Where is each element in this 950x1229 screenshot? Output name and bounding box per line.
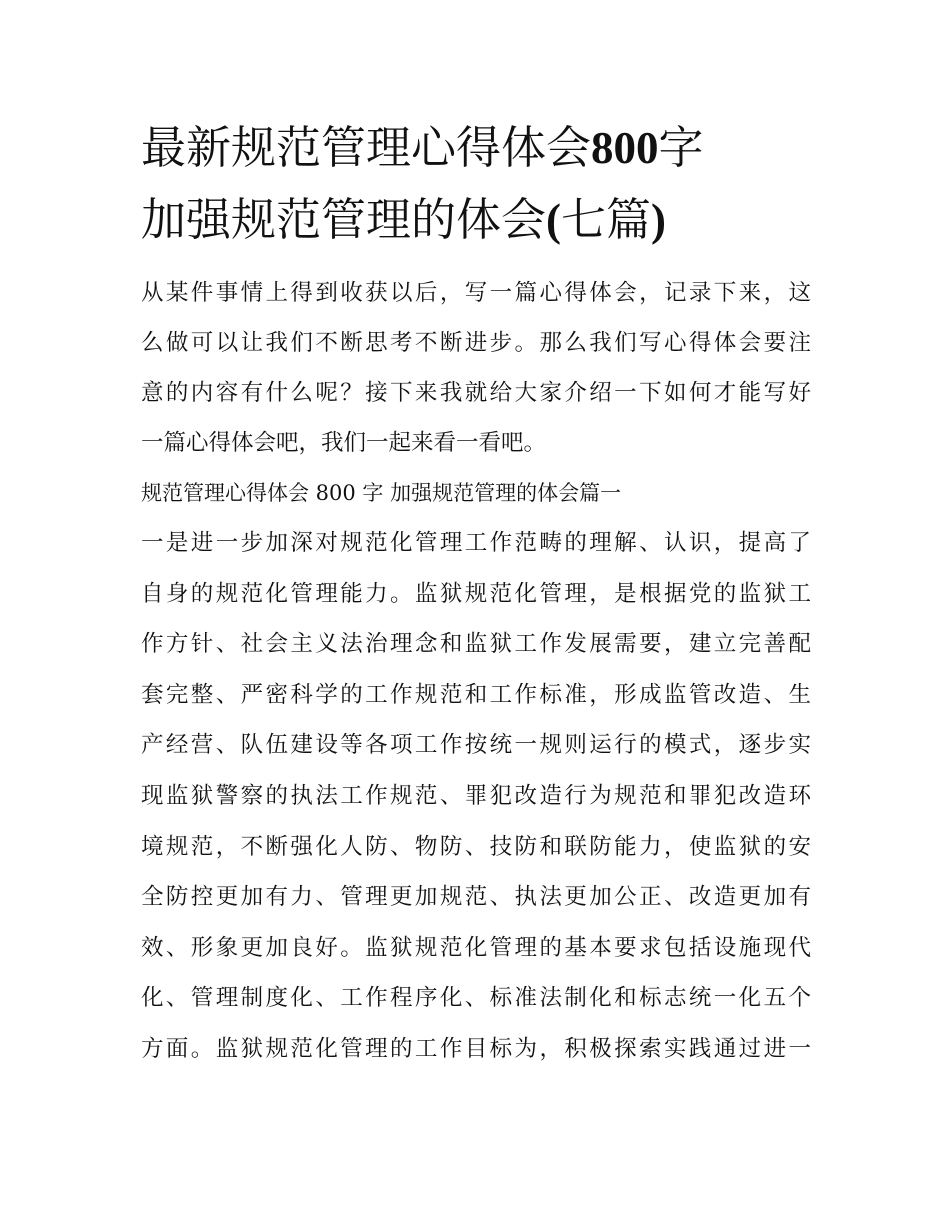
title-line-2 [141, 184, 811, 256]
title-line-1-number: 800 [591, 123, 659, 173]
title-line-2-close-paren: ) [651, 195, 667, 245]
body-line: 一是进一步加深对规范化管理工作范畴的理解、认识，提高了 [141, 530, 811, 556]
body-line: 方面。监狱规范化管理的工作目标为，积极探索实践通过进一 [141, 1035, 811, 1062]
document-title [141, 112, 811, 256]
body-line: 产经营、队伍建设等各项工作按统一规则运行的模式，逐步实 [141, 732, 811, 759]
title-line-2-count: 七篇 [561, 193, 652, 246]
body-line: 效、形象更加良好。监狱规范化管理的基本要求包括设施现代 [141, 934, 811, 961]
body-line: 作方针、社会主义法治理念和监狱工作发展需要，建立完善配 [141, 631, 811, 658]
section-heading: 规范管理心得体会 800 字 加强规范管理的体会篇一 [141, 481, 622, 505]
intro-line: 么做可以让我们不断思考不断进步。那么我们写心得体会要注 [141, 330, 811, 356]
document-content [141, 112, 811, 1075]
body-line: 全防控更加有力、管理更加规范、执法更加公正、改造更加有 [141, 884, 811, 911]
body-line: 套完整、严密科学的工作规范和工作标准，形成监管改造、生 [141, 681, 811, 708]
intro-line: 从某件事情上得到收获以后，写一篇心得体会，记录下来，这 [141, 280, 811, 306]
title-line-2-open-paren: ( [546, 195, 562, 245]
title-line-2-text: 加强规范管理的体会 [141, 193, 547, 246]
intro-line: 一篇心得体会吧，我们一起来看一看吧。 [141, 430, 547, 456]
body-line: 现监狱警察的执法工作规范、罪犯改造行为规范和罪犯改造环 [141, 782, 811, 809]
title-line-1 [141, 112, 811, 184]
body-paragraph [141, 518, 811, 1075]
body-line: 自身的规范化管理能力。监狱规范化管理，是根据党的监狱工 [141, 580, 811, 607]
intro-line: 意的内容有什么呢？接下来我就给大家介绍一下如何才能写好 [141, 380, 811, 406]
intro-paragraph [141, 268, 811, 468]
body-line: 化、管理制度化、工作程序化、标准法制化和标志统一化五个 [141, 985, 811, 1012]
title-line-1-suffix: 字 [658, 121, 704, 174]
title-line-1-text: 最新规范管理心得体会 [141, 121, 592, 174]
body-line: 境规范，不断强化人防、物防、技防和联防能力，使监狱的安 [141, 833, 811, 860]
